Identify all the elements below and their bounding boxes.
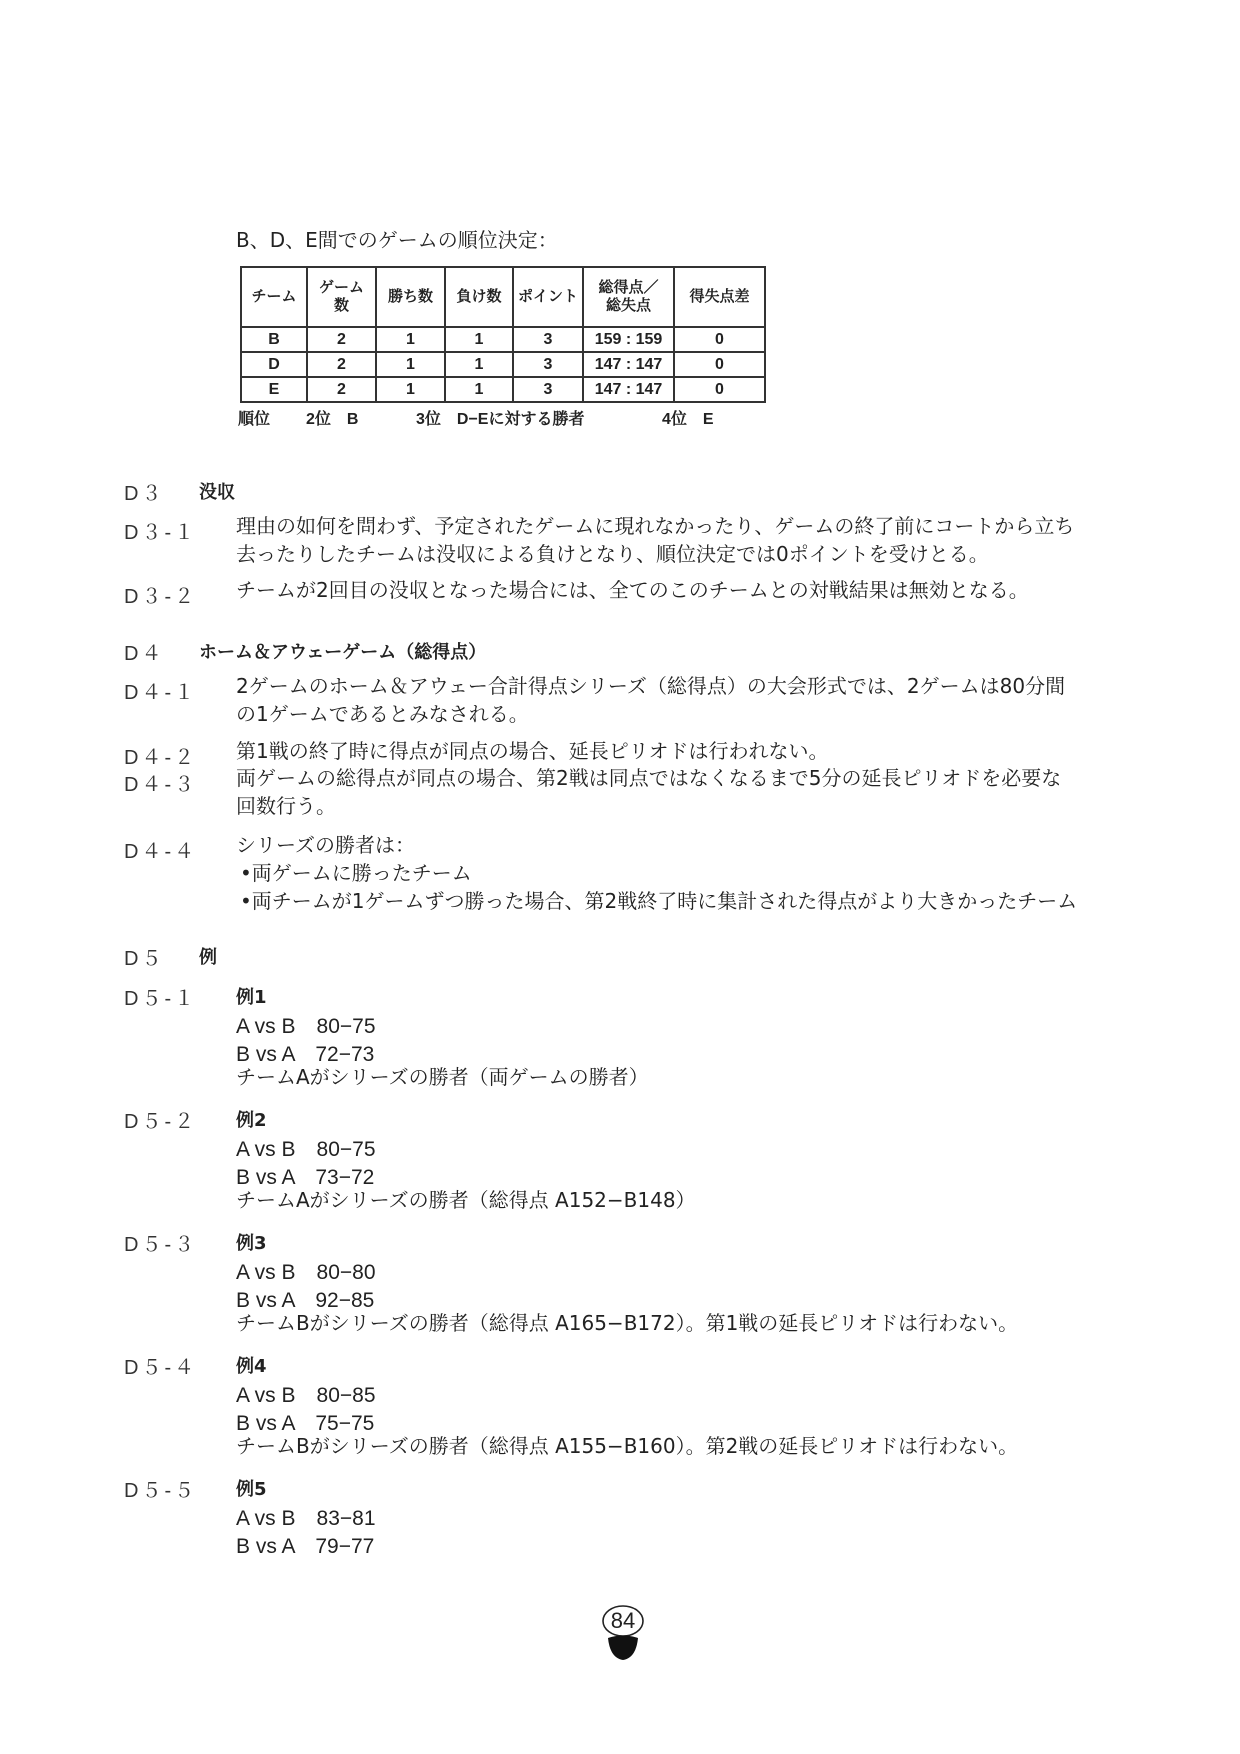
example-game1: A vs B 80−85 [236,1384,376,1407]
section-code-d4: D４ [124,643,165,665]
article-text-d4-1 [236,672,1116,728]
table-row [241,377,765,402]
article-code-d4-2: D４-２ [124,747,198,769]
text-line: の1ゲームであるとみなされる。 [236,702,529,726]
table-header-row [241,267,765,327]
section-code-d3: D３ [124,483,165,505]
table-cell: 1 [445,352,513,377]
example-code: D５-５ [124,1480,198,1502]
table-cell: 147 : 147 [583,352,674,377]
text-line: 理由の如何を問わず、予定されたゲームに現れなかったり、ゲームの終了前にコートから立ち [236,514,1075,538]
example-game2: B vs A 92−85 [236,1289,375,1312]
article-text-d4-3 [236,764,1116,820]
example-game2: B vs A 73−72 [236,1166,375,1189]
bullet-item: •両ゲームに勝ったチーム [240,861,472,885]
text-line: 2ゲームのホーム＆アウェー合計得点シリーズ（総得点）の大会形式では、2ゲームは80分間 [236,674,1066,698]
example-title: 例5 [236,1479,267,1500]
article-text-d4-2 [236,737,1116,765]
example-game2: B vs A 72−73 [236,1043,375,1066]
section-title-d3: 没収 [199,482,235,503]
example-title: 例2 [236,1110,267,1131]
intro-text: B、D、E間でのゲームの順位決定： [236,228,558,252]
header-score: 総得点／ 総失点 [583,267,674,327]
table-cell: D [241,352,307,377]
example-result: チームBがシリーズの勝者（総得点 A165−B172）。第1戦の延長ピリオドは行わない。 [236,1311,1019,1335]
text-line: 第1戦の終了時に得点が同点の場合、延長ピリオドは行われない。 [236,739,829,763]
example-result: チームBがシリーズの勝者（総得点 A155−B160）。第2戦の延長ピリオドは行わない。 [236,1434,1019,1458]
example-code: D５-４ [124,1357,198,1379]
text-line: チームが2回目の没収となった場合には、全てのこのチームとの対戦結果は無効となる。 [236,578,1029,602]
table-cell: 3 [513,377,583,402]
text-line: 両ゲームの総得点が同点の場合、第2戦は同点ではなくなるまで5分の延長ピリオドを必要な [236,766,1062,790]
table-cell: 159 : 159 [583,327,674,352]
article-text-d3-2 [236,576,1116,604]
example-game2: B vs A 79−77 [236,1535,375,1558]
section-title-d5: 例 [199,947,217,968]
example-result: チームAがシリーズの勝者（両ゲームの勝者） [236,1065,649,1089]
section-code-d5: D５ [124,948,165,970]
table-cell: 1 [445,327,513,352]
text-line: シリーズの勝者は： [236,833,415,857]
table-cell: E [241,377,307,402]
table-cell: 1 [376,352,445,377]
header-wins: 勝ち数 [376,267,445,327]
table-cell: 3 [513,352,583,377]
order-fourth: 4位 E [662,411,714,428]
page-number: 84 [610,1608,636,1633]
example-game1: A vs B 80−75 [236,1138,376,1161]
table-row [241,327,765,352]
example-game1: A vs B 83−81 [236,1507,376,1530]
header-team: チーム [241,267,307,327]
table-cell: 1 [445,377,513,402]
article-code-d4-3: D４-３ [124,774,198,796]
article-text-d4-4 [236,831,1116,915]
example-title: 例4 [236,1356,267,1377]
header-points: ポイント [513,267,583,327]
table-cell: 0 [674,352,765,377]
header-diff: 得失点差 [674,267,765,327]
example-game2: B vs A 75−75 [236,1412,375,1435]
header-losses: 負け数 [445,267,513,327]
text-line: 去ったりしたチームは没収による負けとなり、順位決定では0ポイントを受けとる。 [236,542,989,566]
example-code: D５-３ [124,1234,198,1256]
article-code-d4-1: D４-１ [124,682,198,704]
example-game1: A vs B 80−75 [236,1015,376,1038]
table-cell: 0 [674,327,765,352]
example-title: 例1 [236,987,267,1008]
example-code: D５-２ [124,1111,198,1133]
article-code-d3-2: D３-２ [124,586,198,608]
example-code: D５-１ [124,988,198,1010]
table-cell: 3 [513,327,583,352]
table-cell: 1 [376,377,445,402]
text-line: 回数行う。 [236,794,336,818]
section-title-d4: ホーム＆アウェーゲーム（総得点） [199,642,487,663]
table-cell: 147 : 147 [583,377,674,402]
bullet-item: •両チームが1ゲームずつ勝った場合、第2戦終了時に集計された得点がより大きかったチーム [240,889,1078,913]
header-games: ゲーム 数 [307,267,376,327]
article-code-d4-4: D４-４ [124,841,198,863]
table-cell: 0 [674,377,765,402]
example-title: 例3 [236,1233,267,1254]
article-code-d3-1: D３-１ [124,522,198,544]
table-cell: 2 [307,327,376,352]
example-game1: A vs B 80−80 [236,1261,376,1284]
order-third: 3位 D−Eに対する勝者 [416,411,585,428]
order-second: 2位 B [306,411,359,428]
ranking-table [240,266,766,403]
table-cell: B [241,327,307,352]
example-result: チームAがシリーズの勝者（総得点 A152−B148） [236,1188,696,1212]
article-text-d3-1 [236,512,1116,568]
table-cell: 1 [376,327,445,352]
table-row [241,352,765,377]
order-label: 順位 [238,411,271,428]
table-cell: 2 [307,377,376,402]
table-cell: 2 [307,352,376,377]
